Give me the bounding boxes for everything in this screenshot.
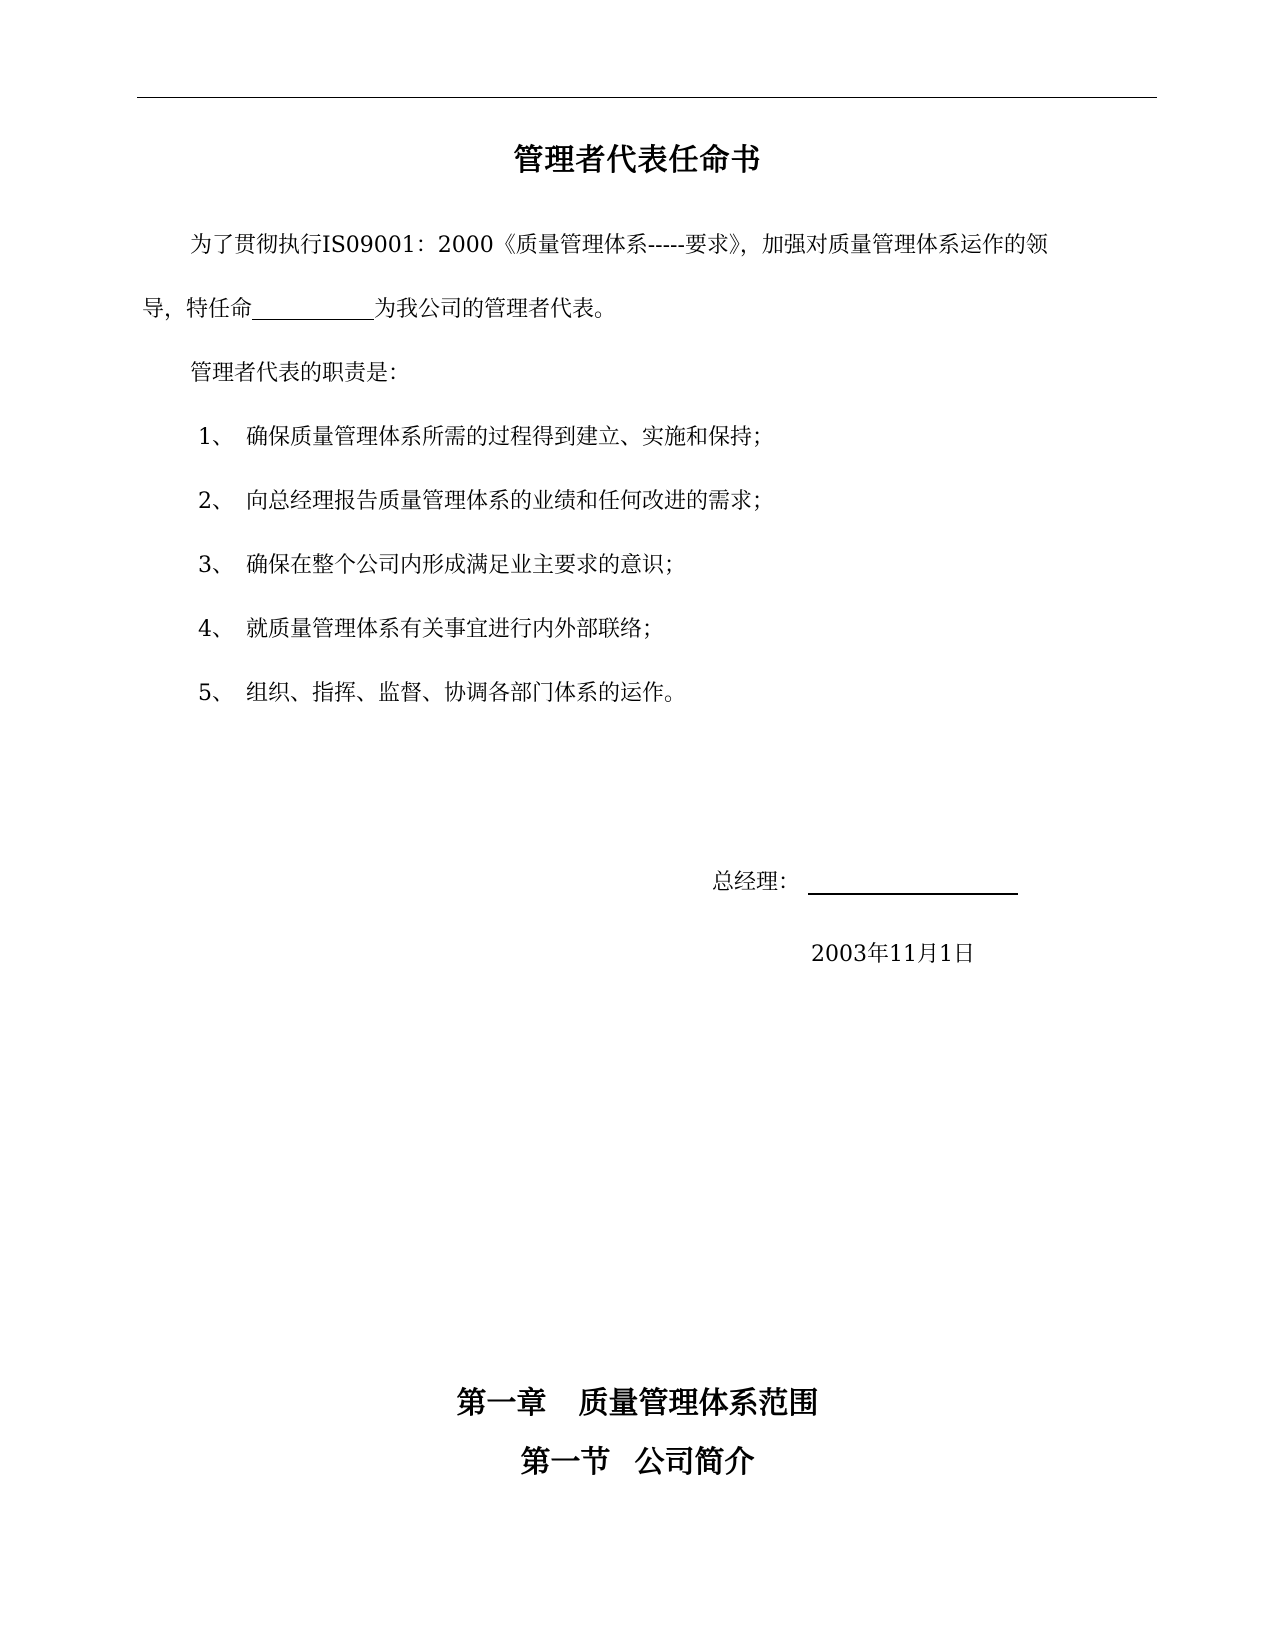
duty-item [198,423,774,487]
chapter-label: 第一章 [456,1386,547,1421]
duty-text: 确保在整个公司内形成满足业主要求的意识； [246,553,687,578]
duty-item [198,615,774,679]
signature-label: 总经理： [712,870,801,895]
chapter-name: 质量管理体系范围 [578,1386,819,1421]
signature-line [808,867,1018,895]
document-date: 2003年11月1日 [811,942,975,967]
signature-block [712,867,1018,898]
duty-text: 向总经理报告质量管理体系的业绩和任何改进的需求； [246,489,775,514]
duty-text: 就质量管理体系有关事宜进行内外部联络； [246,617,665,642]
document-title: 管理者代表任命书 [513,143,762,178]
header-rule [137,97,1157,98]
duty-item [198,551,774,615]
section-heading [0,1441,1275,1485]
section-name: 公司简介 [634,1445,755,1480]
appointment-text-after-blank: 为我公司的管理者代表。 [374,297,617,322]
duty-number: 1、 [198,425,234,450]
duty-number: 2、 [198,489,234,514]
duty-text: 组织、指挥、监督、协调各部门体系的运作。 [246,681,687,706]
duty-number: 3、 [198,553,234,578]
section-label: 第一节 [520,1445,611,1480]
duty-number: 5、 [198,681,234,706]
duties-heading: 管理者代表的职责是： [190,361,411,386]
appointee-name-blank [252,295,374,320]
appointment-paragraph-line-2 [142,295,616,325]
appointment-paragraph-line-1: 为了贯彻执行IS09001：2000《质量管理体系-----要求》，加强对质量管理体系运作的领 [190,233,1048,258]
chapter-heading [0,1382,1275,1426]
duty-item [198,679,774,743]
duty-item [198,487,774,551]
duty-text: 确保质量管理体系所需的过程得到建立、实施和保持； [246,425,775,450]
duties-list [198,423,774,743]
duty-number: 4、 [198,617,234,642]
appointment-text-before-blank: 导，特任命 [142,297,253,322]
